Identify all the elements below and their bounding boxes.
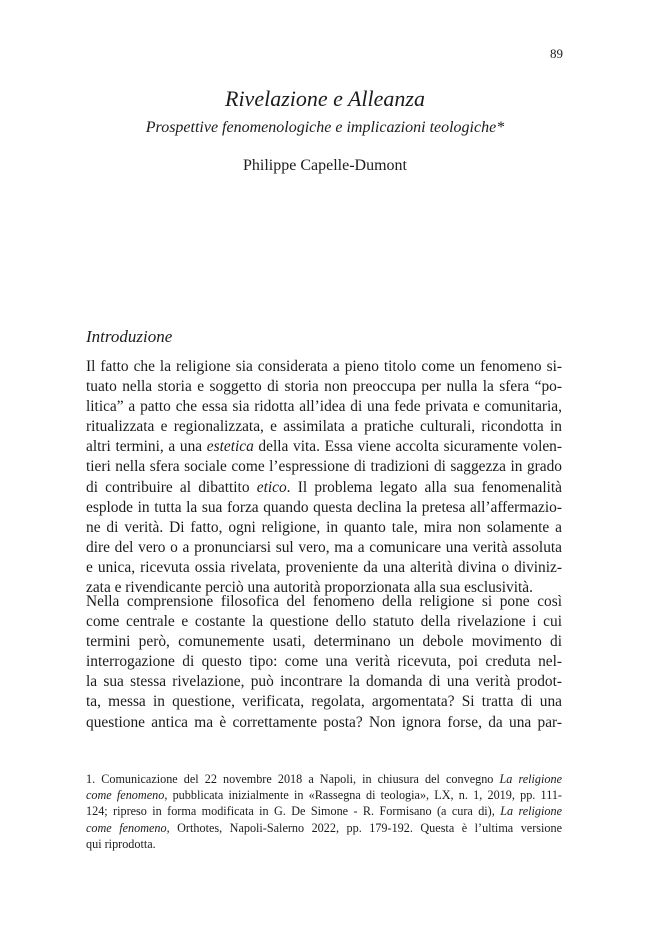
page-number: 89 xyxy=(550,46,563,61)
footnote-line xyxy=(86,803,562,819)
footnote-line xyxy=(86,787,562,803)
paragraph-line: termini però, comunemente usati, determinano un debole movimento di xyxy=(86,633,562,651)
page-subtitle: Prospettive fenomenologiche e implicazioni teologiche* xyxy=(145,119,505,136)
paragraph-line: tieri nella sfera sociale come l’espressione di tradizioni di saggezza in grado xyxy=(86,458,562,476)
paragraph-line: la sua stessa rivelazione, può incontrare la domanda di una verità prodot- xyxy=(86,673,562,691)
footnote xyxy=(86,771,562,852)
paragraph-line: come centrale e costante la questione dello statuto della rivelazione i cui xyxy=(86,613,562,631)
footnote-line xyxy=(86,820,562,836)
paragraph-line: questione antica ma è correttamente posta? Non ignora forse, da una par- xyxy=(86,713,562,731)
paragraph-line: Il fatto che la religione sia considerata a pieno titolo come un fenomeno si- xyxy=(86,358,562,375)
paragraph-line: litica” a patto che essa sia ridotta all’idea di una fede privata e comunitaria, xyxy=(86,398,562,416)
text-run: , pubblicata inizialmente in «Rassegna di teologia», LX, n. 1, 2019, pp. 111- xyxy=(164,788,562,803)
paragraph-line: esplode in tutta la sua forza quando questa declina la pretesa all’affermazio- xyxy=(86,498,562,516)
footnote-line: qui riprodotta. xyxy=(86,836,156,851)
book-title: come fenomeno xyxy=(86,820,167,835)
paragraph-line: ta, messa in questione, verificata, regolata, argomentata? Si tratta di una xyxy=(86,693,562,711)
text-run: altri termini, a una xyxy=(86,438,207,456)
text-run: della vita. Essa viene accolta sicuramente volen- xyxy=(253,438,562,456)
italic-term: estetica xyxy=(206,438,254,456)
book-title: La religione xyxy=(500,804,562,819)
section-heading: Introduzione xyxy=(86,327,173,346)
author-name: Philippe Capelle-Dumont xyxy=(243,157,407,174)
text-run: 124; ripreso in forma modificata in G. De Simone - R. Formisano (a cura di), xyxy=(86,804,501,819)
paragraph-2 xyxy=(86,592,562,733)
book-title: come fenomeno xyxy=(86,788,165,803)
page-title: Rivelazione e Alleanza xyxy=(225,86,425,111)
paragraph-1 xyxy=(86,357,562,598)
paragraph-line: dire del vero o a pronunciarsi sul vero, ma a comunicare una verità assoluta xyxy=(86,538,562,556)
paragraph-line xyxy=(86,478,562,498)
paragraph-line: zata e rivendicante perciò una autorità proporzionata alla sua esclusività. xyxy=(86,579,533,597)
paragraph-line: tuato nella storia e soggetto di storia non preoccupa per nulla la sfera “po- xyxy=(86,378,562,396)
paragraph-line: Nella comprensione filosofica del fenomeno della religione si pone così xyxy=(86,593,562,610)
paragraph-line: e unica, ricevuta ossia rivelata, proveniente da una alterità divina o diviniz- xyxy=(86,558,562,576)
paragraph-line xyxy=(86,437,562,457)
paragraph-line: interrogazione di questo tipo: come una verità ricevuta, poi creduta nel- xyxy=(86,653,562,671)
text-run: , Orthotes, Napoli-Salerno 2022, pp. 179-192. Questa è l’ultima versione xyxy=(166,820,562,835)
text-run: . Il problema legato alla sua fenomenalità xyxy=(286,478,562,496)
text-run: 1. Comunicazione del 22 novembre 2018 a Napoli, in chiusura del convegno xyxy=(86,772,500,786)
book-title: La religione xyxy=(499,772,562,786)
italic-term: etico xyxy=(256,478,287,496)
paragraph-line: ne di verità. Di fatto, ogni religione, in quanto tale, mira non solamente a xyxy=(86,518,562,536)
paragraph-line: ritualizzata e regionalizzata, e assimilata a pratiche culturali, ricondotta in xyxy=(86,418,562,436)
text-run: di contribuire al dibattito xyxy=(86,478,257,496)
footnote-line xyxy=(86,771,562,787)
